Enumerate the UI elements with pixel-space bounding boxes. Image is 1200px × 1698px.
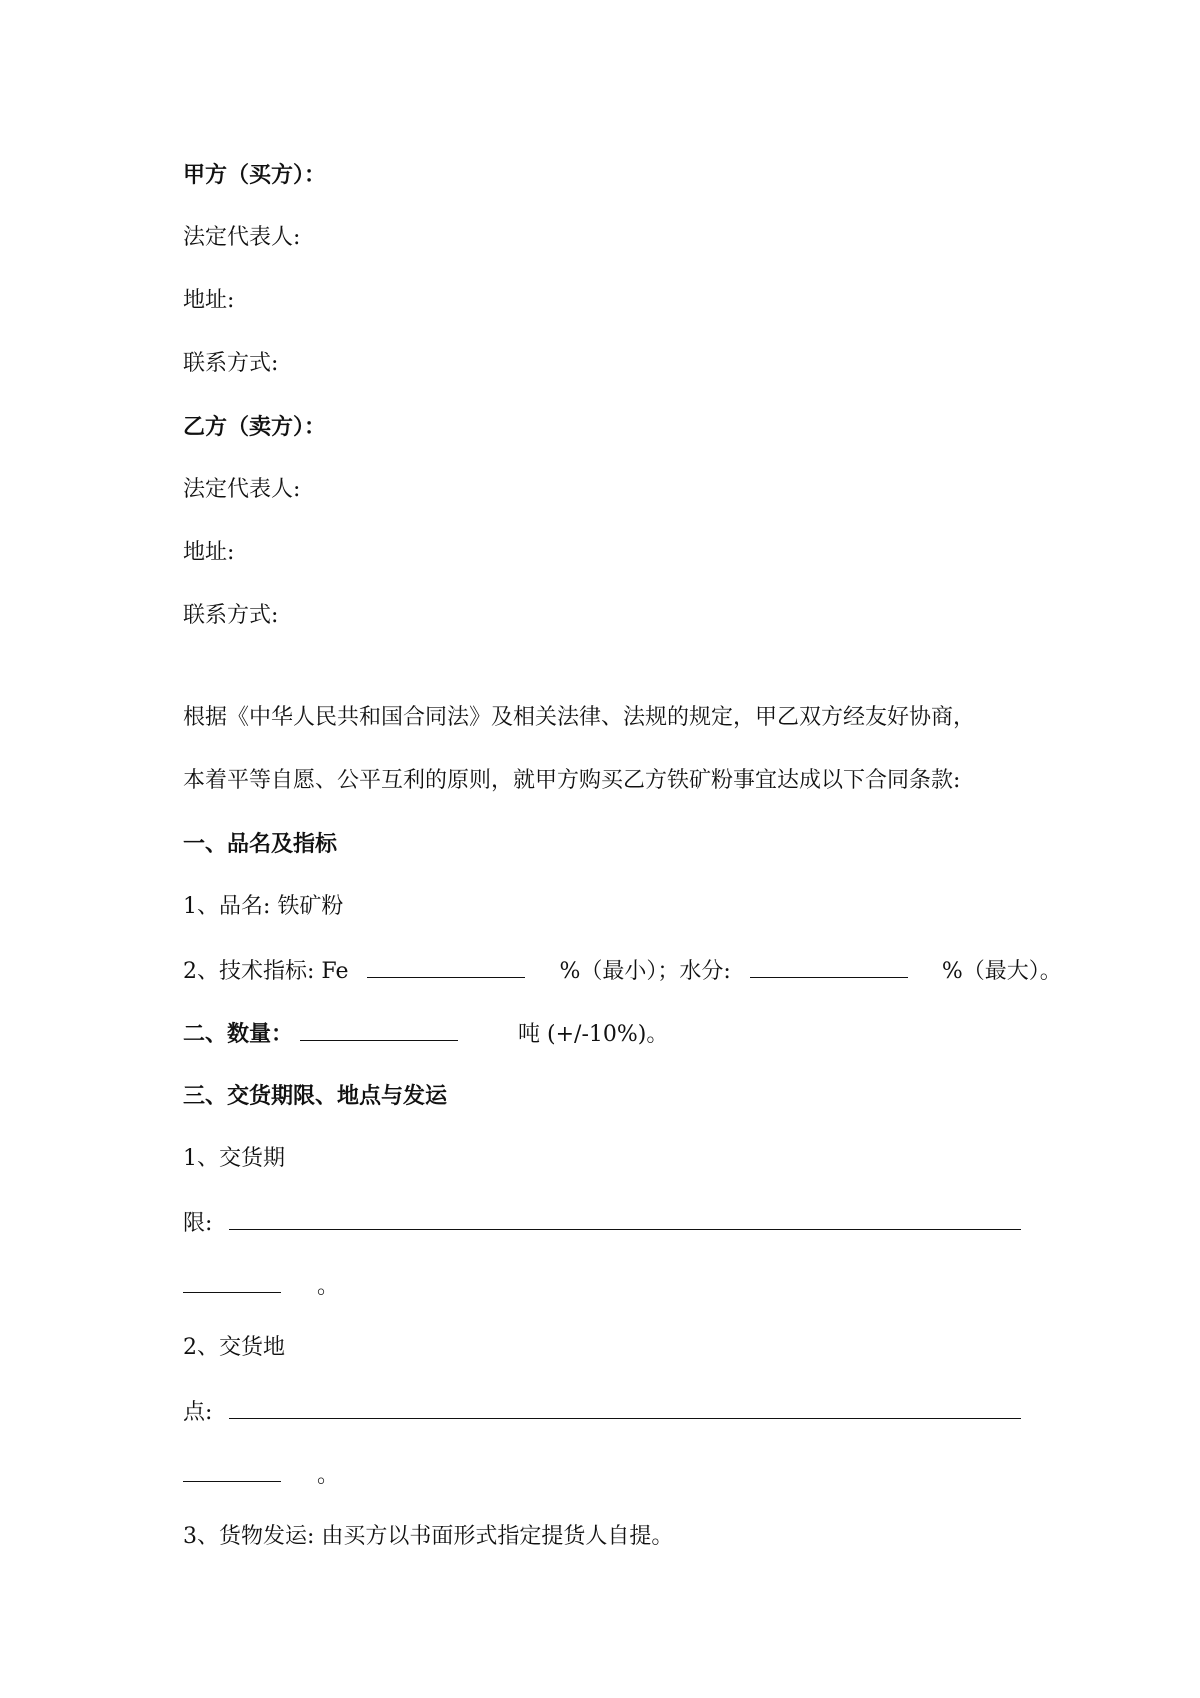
delivery-period-blank-field-cont[interactable] bbox=[183, 1270, 281, 1293]
quantity-suffix: 吨 (+/-10%)。 bbox=[518, 1022, 669, 1047]
section-3-heading: 三、交货期限、地点与发运 bbox=[183, 1083, 448, 1109]
party-b-representative: 法定代表人: bbox=[183, 477, 301, 502]
section-1-heading: 一、品名及指标 bbox=[183, 831, 338, 857]
party-a-representative: 法定代表人: bbox=[183, 225, 301, 250]
party-a-contact: 联系方式: bbox=[183, 351, 279, 376]
delivery-period-title: 1、交货期 bbox=[183, 1146, 285, 1171]
moisture-blank-field[interactable] bbox=[750, 955, 908, 978]
delivery-period-end: 。 bbox=[317, 1274, 340, 1299]
delivery-place-continuation bbox=[183, 1459, 339, 1491]
delivery-place-blank-field-cont[interactable] bbox=[183, 1459, 281, 1482]
party-a-heading: 甲方（买方）： bbox=[183, 162, 327, 188]
preamble-line-2: 本着平等自愿、公平互利的原则，就甲方购买乙方铁矿粉事宜达成以下合同条款: bbox=[183, 768, 961, 793]
section-2-quantity bbox=[183, 1018, 668, 1050]
delivery-place-end: 。 bbox=[317, 1463, 340, 1488]
fe-label: 2、技术指标: Fe bbox=[183, 959, 349, 984]
party-b-heading: 乙方（卖方）： bbox=[183, 414, 327, 440]
section-1-item-1: 1、品名: 铁矿粉 bbox=[183, 894, 344, 919]
delivery-place-title: 2、交货地 bbox=[183, 1335, 285, 1360]
delivery-place-row bbox=[183, 1396, 1021, 1428]
delivery-period-continuation bbox=[183, 1270, 339, 1302]
delivery-period-blank-field[interactable] bbox=[229, 1207, 1021, 1230]
party-b-address: 地址: bbox=[183, 540, 235, 565]
delivery-period-row bbox=[183, 1207, 1021, 1239]
quantity-blank-field[interactable] bbox=[300, 1018, 458, 1041]
party-b-contact: 联系方式: bbox=[183, 603, 279, 628]
shipment-item: 3、货物发运: 由买方以书面形式指定提货人自提。 bbox=[183, 1524, 674, 1549]
preamble-line-1: 根据《中华人民共和国合同法》及相关法律、法规的规定，甲乙双方经友好协商， bbox=[183, 705, 976, 730]
section-1-item-2 bbox=[183, 955, 1062, 987]
delivery-place-label: 点: bbox=[183, 1400, 213, 1425]
fe-blank-field[interactable] bbox=[367, 955, 525, 978]
moisture-suffix: %（最大）。 bbox=[941, 959, 1062, 984]
party-a-address: 地址: bbox=[183, 288, 235, 313]
delivery-period-label: 限: bbox=[183, 1211, 213, 1236]
section-2-heading: 二、数量： bbox=[183, 1021, 294, 1047]
moisture-label: %（最小）；水分: bbox=[559, 959, 731, 984]
delivery-place-blank-field[interactable] bbox=[229, 1396, 1021, 1419]
